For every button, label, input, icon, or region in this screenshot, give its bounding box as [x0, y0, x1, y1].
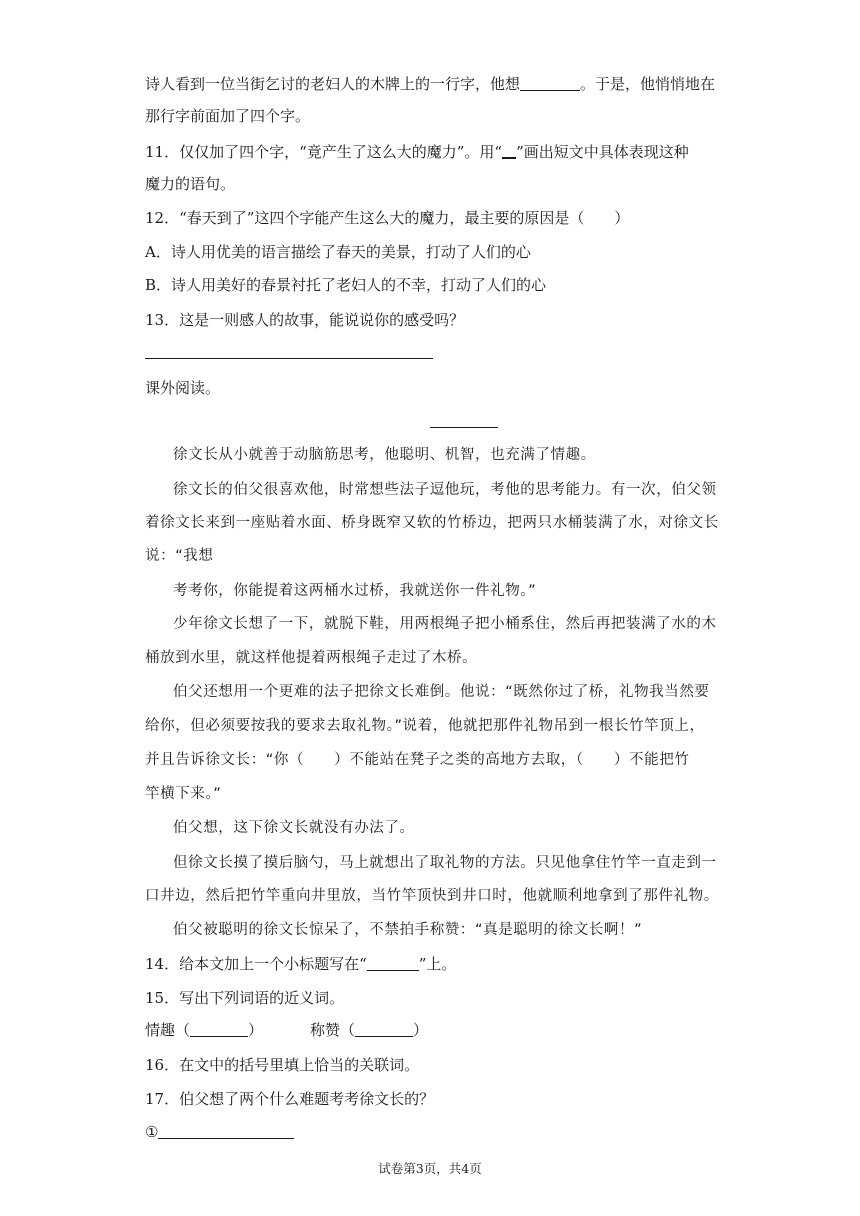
- fill-blank[interactable]: [520, 75, 580, 91]
- story-line: 着徐文长来到一座贴着水面、桥身既窄又软的竹桥边，把两只水桶装满了水，对徐文长: [145, 515, 719, 531]
- question-15: 15．写出下列词语的近义词。: [145, 989, 345, 1007]
- question-17: 17．伯父想了两个什么难题考考徐文长的？: [145, 1090, 435, 1108]
- synonym-item-2: 称赞（ ）: [310, 1021, 429, 1039]
- fill-blank[interactable]: [367, 955, 419, 971]
- passage-line: 那行字前面加了四个字。: [145, 107, 311, 125]
- answer-item-1: ①: [145, 1122, 294, 1142]
- question-16: 16．在文中的括号里填上恰当的关联词。: [145, 1056, 420, 1074]
- page-footer: 试卷第3页，共4页: [378, 1161, 482, 1176]
- question-13: 13．这是一则感人的故事，能说说你的感受吗？: [145, 311, 465, 329]
- story-paragraph: 考考你，你能提着这两桶水过桥，我就送你一件礼物。”: [173, 583, 537, 599]
- passage-line: 诗人看到一位当街乞讨的老妇人的木牌上的一行字，他想 。于是，他悄悄地在: [145, 75, 716, 93]
- story-line: 并且告诉徐文长：“你（ ）不能站在凳子之类的高地方去取，（ ）不能把竹: [145, 752, 690, 768]
- story-paragraph: 伯父被聪明的徐文长惊呆了，不禁拍手称赞：“真是聪明的徐文长啊！”: [173, 922, 643, 938]
- synonym-item-1: 情趣（ ）: [145, 1021, 264, 1039]
- option-a[interactable]: A．诗人用优美的语言描绘了春天的美景，打动了人们的心: [145, 243, 531, 261]
- story-line: 桶放到水里，就这样他提着两根绳子走过了木桥。: [145, 650, 478, 666]
- story-paragraph: 伯父还想用一个更难的法子把徐文长难倒。他说：“既然你过了桥，礼物我当然要: [173, 684, 710, 700]
- option-b[interactable]: B．诗人用美好的春景衬托了老妇人的不幸，打动了人们的心: [145, 276, 547, 294]
- question-14: 14．给本文加上一个小标题写在“ ”上。: [145, 955, 457, 973]
- story-line: 说：“我想: [145, 548, 214, 564]
- title-blank[interactable]: [430, 427, 498, 428]
- section-heading: 课外阅读。: [145, 379, 221, 397]
- story-paragraph: 伯父想，这下徐文长就没有办法了。: [173, 820, 415, 836]
- story-line: 给你，但必须要按我的要求去取礼物。”说着，他就把那件礼物吊到一根长竹竿顶上，: [145, 718, 705, 734]
- story-paragraph: 但徐文长摸了摸后脑勺，马上就想出了取礼物的方法。只见他拿住竹竿一直走到一: [173, 855, 717, 871]
- underline-mark: [502, 147, 516, 159]
- fill-blank[interactable]: [355, 1021, 413, 1037]
- story-paragraph: 徐文长的伯父很喜欢他，时常想些法子逗他玩，考他的思考能力。有一次，伯父领: [173, 482, 717, 498]
- story-paragraph: 徐文长从小就善于动脑筋思考，他聪明、机智，也充满了情趣。: [173, 447, 596, 463]
- question-11-cont: 魔力的语句。: [145, 175, 236, 193]
- answer-line[interactable]: [145, 358, 433, 359]
- story-line: 口井边，然后把竹竿重向井里放，当竹竿顶快到井口时，他就顺利地拿到了那件礼物。: [145, 888, 719, 904]
- question-11: 11．仅仅加了四个字，“竟产生了这么大的魔力”。用“ ”画出短文中具体表现这种: [145, 143, 689, 161]
- question-12: 12．“春天到了”这四个字能产生这么大的魔力，最主要的原因是（ ）: [145, 209, 630, 227]
- fill-blank[interactable]: [190, 1021, 248, 1037]
- story-line: 竿横下来。”: [145, 786, 222, 802]
- story-paragraph: 少年徐文长想了一下，就脱下鞋，用两根绳子把小桶系住，然后再把装满了水的木: [173, 616, 717, 632]
- fill-blank[interactable]: [158, 1123, 294, 1139]
